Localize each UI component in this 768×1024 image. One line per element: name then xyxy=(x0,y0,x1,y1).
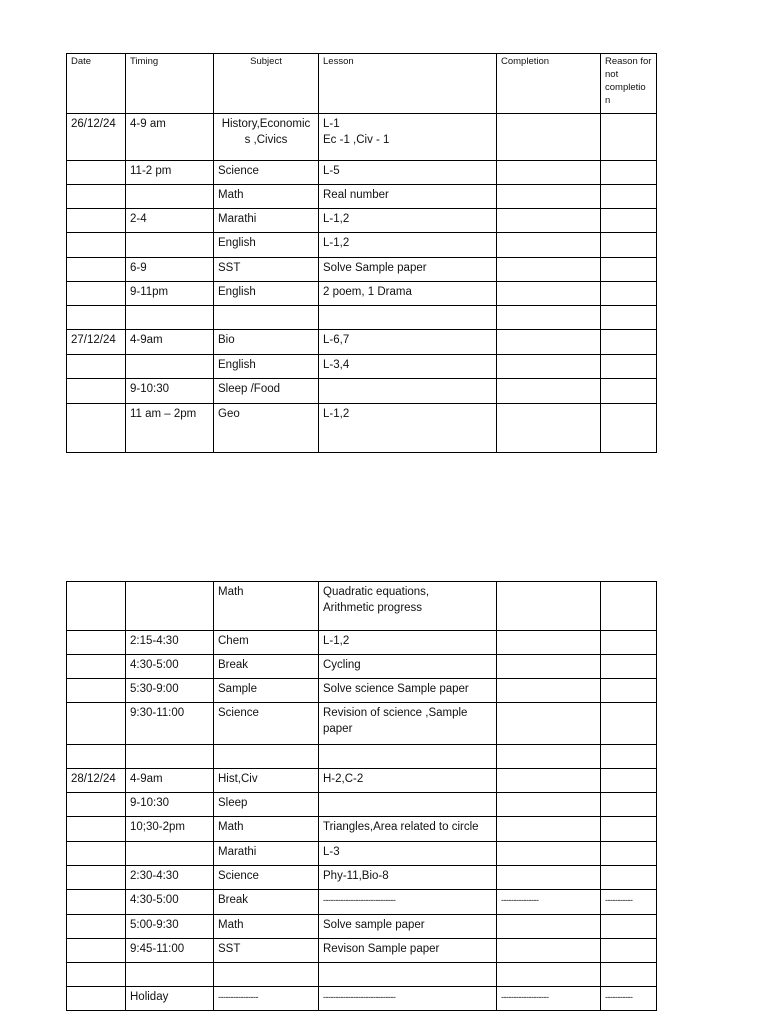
completion-cell xyxy=(497,769,601,793)
reason-cell xyxy=(601,282,657,306)
lesson-cell: L-1 Ec -1 ,Civ - 1 xyxy=(319,114,497,161)
reason-cell xyxy=(601,209,657,233)
subject-cell: Bio xyxy=(214,330,319,355)
date-cell xyxy=(67,306,126,330)
reason-cell xyxy=(601,842,657,866)
timing-cell: 9:45-11:00 xyxy=(126,939,214,963)
reason-cell xyxy=(601,233,657,258)
lesson-cell xyxy=(319,963,497,987)
header-row xyxy=(67,54,657,114)
timing-cell xyxy=(126,306,214,330)
subject-cell: English xyxy=(214,355,319,379)
subject-cell: Marathi xyxy=(214,209,319,233)
completion-cell xyxy=(497,745,601,769)
subject-cell xyxy=(214,306,319,330)
completion-cell xyxy=(497,842,601,866)
date-cell xyxy=(67,379,126,404)
subject-cell xyxy=(214,745,319,769)
lesson-cell xyxy=(319,306,497,330)
timing-cell: 9-10:30 xyxy=(126,793,214,817)
reason-cell xyxy=(601,963,657,987)
completion-cell xyxy=(497,703,601,745)
timing-cell: Holiday xyxy=(126,987,214,1011)
header-date: Date xyxy=(67,54,126,114)
lesson-cell: Triangles,Area related to circle xyxy=(319,817,497,842)
date-cell xyxy=(67,209,126,233)
completion-cell xyxy=(497,258,601,282)
reason-cell xyxy=(601,355,657,379)
date-cell xyxy=(67,185,126,209)
lesson-cell: Cycling xyxy=(319,655,497,679)
reason-cell xyxy=(601,769,657,793)
completion-cell xyxy=(497,209,601,233)
table-row xyxy=(67,842,657,866)
table-row xyxy=(67,769,657,793)
timing-cell xyxy=(126,842,214,866)
date-cell xyxy=(67,842,126,866)
date-cell xyxy=(67,161,126,185)
date-cell xyxy=(67,745,126,769)
date-cell xyxy=(67,703,126,745)
timing-cell: 10;30-2pm xyxy=(126,817,214,842)
table-row xyxy=(67,233,657,258)
table-row xyxy=(67,258,657,282)
timing-cell xyxy=(126,355,214,379)
date-cell xyxy=(67,866,126,890)
date-cell xyxy=(67,582,126,631)
lesson-cell: H-2,C-2 xyxy=(319,769,497,793)
date-cell xyxy=(67,355,126,379)
subject-cell: Break xyxy=(214,655,319,679)
date-cell xyxy=(67,939,126,963)
completion-cell xyxy=(497,915,601,939)
lesson-cell: L-5 xyxy=(319,161,497,185)
table-row xyxy=(67,817,657,842)
subject-cell: Marathi xyxy=(214,842,319,866)
header-timing: Timing xyxy=(126,54,214,114)
subject-cell: Sleep /Food xyxy=(214,379,319,404)
table-row xyxy=(67,655,657,679)
completion-cell xyxy=(497,233,601,258)
table-row xyxy=(67,963,657,987)
timing-cell: 5:30-9:00 xyxy=(126,679,214,703)
subject-cell xyxy=(214,963,319,987)
subject-cell: Sleep xyxy=(214,793,319,817)
date-cell xyxy=(67,258,126,282)
lesson-cell: Revison Sample paper xyxy=(319,939,497,963)
date-cell xyxy=(67,963,126,987)
reason-cell xyxy=(601,939,657,963)
subject-cell: Science xyxy=(214,703,319,745)
date-cell xyxy=(67,679,126,703)
table-row xyxy=(67,306,657,330)
date-cell xyxy=(67,890,126,915)
date-cell xyxy=(67,817,126,842)
timing-cell: 4:30-5:00 xyxy=(126,655,214,679)
completion-cell xyxy=(497,582,601,631)
completion-cell xyxy=(497,185,601,209)
reason-cell xyxy=(601,745,657,769)
reason-cell xyxy=(601,655,657,679)
date-cell xyxy=(67,233,126,258)
timing-cell: 9-10:30 xyxy=(126,379,214,404)
completion-cell xyxy=(497,631,601,655)
completion-cell: ------------------- xyxy=(497,987,601,1011)
subject-cell: Science xyxy=(214,866,319,890)
reason-cell xyxy=(601,258,657,282)
reason-cell xyxy=(601,915,657,939)
header-subject: Subject xyxy=(214,54,319,114)
reason-cell: ----------- xyxy=(601,890,657,915)
subject-cell: Math xyxy=(214,185,319,209)
table-row xyxy=(67,915,657,939)
date-cell xyxy=(67,793,126,817)
lesson-cell: L-1,2 xyxy=(319,209,497,233)
reason-cell xyxy=(601,306,657,330)
table-row xyxy=(67,703,657,745)
timing-cell: 2:30-4:30 xyxy=(126,866,214,890)
timing-cell: 2:15-4:30 xyxy=(126,631,214,655)
reason-cell xyxy=(601,866,657,890)
completion-cell xyxy=(497,939,601,963)
lesson-cell: ----------------------------- xyxy=(319,890,497,915)
timing-cell: 4-9am xyxy=(126,330,214,355)
study-schedule-table-1 xyxy=(66,53,657,453)
table-row xyxy=(67,679,657,703)
subject-cell: Math xyxy=(214,817,319,842)
subject-cell: Math xyxy=(214,582,319,631)
completion-cell xyxy=(497,330,601,355)
reason-cell xyxy=(601,379,657,404)
timing-cell: 9:30-11:00 xyxy=(126,703,214,745)
table-row xyxy=(67,185,657,209)
completion-cell xyxy=(497,306,601,330)
reason-cell xyxy=(601,185,657,209)
date-cell xyxy=(67,631,126,655)
header-lesson: Lesson xyxy=(319,54,497,114)
subject-cell: History,Economic s ,Civics xyxy=(214,114,319,161)
lesson-cell xyxy=(319,793,497,817)
timing-cell: 4-9 am xyxy=(126,114,214,161)
subject-cell: Break xyxy=(214,890,319,915)
completion-cell xyxy=(497,282,601,306)
subject-cell: Sample xyxy=(214,679,319,703)
timing-cell: 4-9am xyxy=(126,769,214,793)
timing-cell xyxy=(126,233,214,258)
completion-cell xyxy=(497,161,601,185)
date-cell: 28/12/24 xyxy=(67,769,126,793)
timing-cell: 6-9 xyxy=(126,258,214,282)
subject-cell: SST xyxy=(214,939,319,963)
lesson-cell: L-6,7 xyxy=(319,330,497,355)
lesson-cell: Revision of science ,Sample paper xyxy=(319,703,497,745)
timing-cell: 9-11pm xyxy=(126,282,214,306)
lesson-cell: Solve Sample paper xyxy=(319,258,497,282)
subject-cell: Science xyxy=(214,161,319,185)
timing-cell: 11 am – 2pm xyxy=(126,404,214,453)
reason-cell xyxy=(601,404,657,453)
completion-cell xyxy=(497,679,601,703)
completion-cell xyxy=(497,114,601,161)
completion-cell xyxy=(497,817,601,842)
timing-cell: 5:00-9:30 xyxy=(126,915,214,939)
completion-cell xyxy=(497,655,601,679)
table-row xyxy=(67,745,657,769)
reason-cell xyxy=(601,161,657,185)
table-row xyxy=(67,114,657,161)
timing-cell xyxy=(126,745,214,769)
subject-cell: Math xyxy=(214,915,319,939)
table-row xyxy=(67,209,657,233)
reason-cell xyxy=(601,817,657,842)
study-schedule-table-2 xyxy=(66,581,657,1011)
table-row xyxy=(67,939,657,963)
completion-cell xyxy=(497,963,601,987)
lesson-cell: Real number xyxy=(319,185,497,209)
reason-cell xyxy=(601,679,657,703)
date-cell xyxy=(67,655,126,679)
completion-cell xyxy=(497,404,601,453)
subject-cell: ---------------- xyxy=(214,987,319,1011)
subject-cell: English xyxy=(214,233,319,258)
completion-cell xyxy=(497,866,601,890)
lesson-cell xyxy=(319,379,497,404)
lesson-cell: Phy-11,Bio-8 xyxy=(319,866,497,890)
reason-cell xyxy=(601,330,657,355)
subject-cell: English xyxy=(214,282,319,306)
date-cell xyxy=(67,915,126,939)
lesson-cell: Solve sample paper xyxy=(319,915,497,939)
timing-cell xyxy=(126,185,214,209)
lesson-cell: L-3 xyxy=(319,842,497,866)
reason-cell xyxy=(601,793,657,817)
timing-cell xyxy=(126,963,214,987)
lesson-cell: ----------------------------- xyxy=(319,987,497,1011)
date-cell xyxy=(67,987,126,1011)
reason-cell: ----------- xyxy=(601,987,657,1011)
table-row xyxy=(67,793,657,817)
date-cell: 27/12/24 xyxy=(67,330,126,355)
reason-cell xyxy=(601,582,657,631)
header-completion: Completion xyxy=(497,54,601,114)
date-cell xyxy=(67,282,126,306)
timing-cell: 4:30-5:00 xyxy=(126,890,214,915)
subject-cell: Chem xyxy=(214,631,319,655)
completion-cell xyxy=(497,793,601,817)
reason-cell xyxy=(601,631,657,655)
timing-cell: 2-4 xyxy=(126,209,214,233)
table-row xyxy=(67,582,657,631)
table-row xyxy=(67,161,657,185)
lesson-cell: L-1,2 xyxy=(319,233,497,258)
table-row xyxy=(67,379,657,404)
date-cell xyxy=(67,404,126,453)
table-row xyxy=(67,866,657,890)
completion-cell: --------------- xyxy=(497,890,601,915)
lesson-cell: L-1,2 xyxy=(319,631,497,655)
subject-cell: Hist,Civ xyxy=(214,769,319,793)
completion-cell xyxy=(497,379,601,404)
lesson-cell: Solve science Sample paper xyxy=(319,679,497,703)
table-row xyxy=(67,987,657,1011)
reason-cell xyxy=(601,703,657,745)
header-reason: Reason for not completio n xyxy=(601,54,657,114)
table-row xyxy=(67,355,657,379)
timing-cell xyxy=(126,582,214,631)
lesson-cell xyxy=(319,745,497,769)
lesson-cell: L-3,4 xyxy=(319,355,497,379)
lesson-cell: Quadratic equations, Arithmetic progress xyxy=(319,582,497,631)
reason-cell xyxy=(601,114,657,161)
date-cell: 26/12/24 xyxy=(67,114,126,161)
table-row xyxy=(67,631,657,655)
table-row xyxy=(67,282,657,306)
table-row xyxy=(67,890,657,915)
timing-cell: 11-2 pm xyxy=(126,161,214,185)
subject-cell: SST xyxy=(214,258,319,282)
lesson-cell: 2 poem, 1 Drama xyxy=(319,282,497,306)
table-row xyxy=(67,404,657,453)
table-row xyxy=(67,330,657,355)
subject-cell: Geo xyxy=(214,404,319,453)
completion-cell xyxy=(497,355,601,379)
lesson-cell: L-1,2 xyxy=(319,404,497,453)
